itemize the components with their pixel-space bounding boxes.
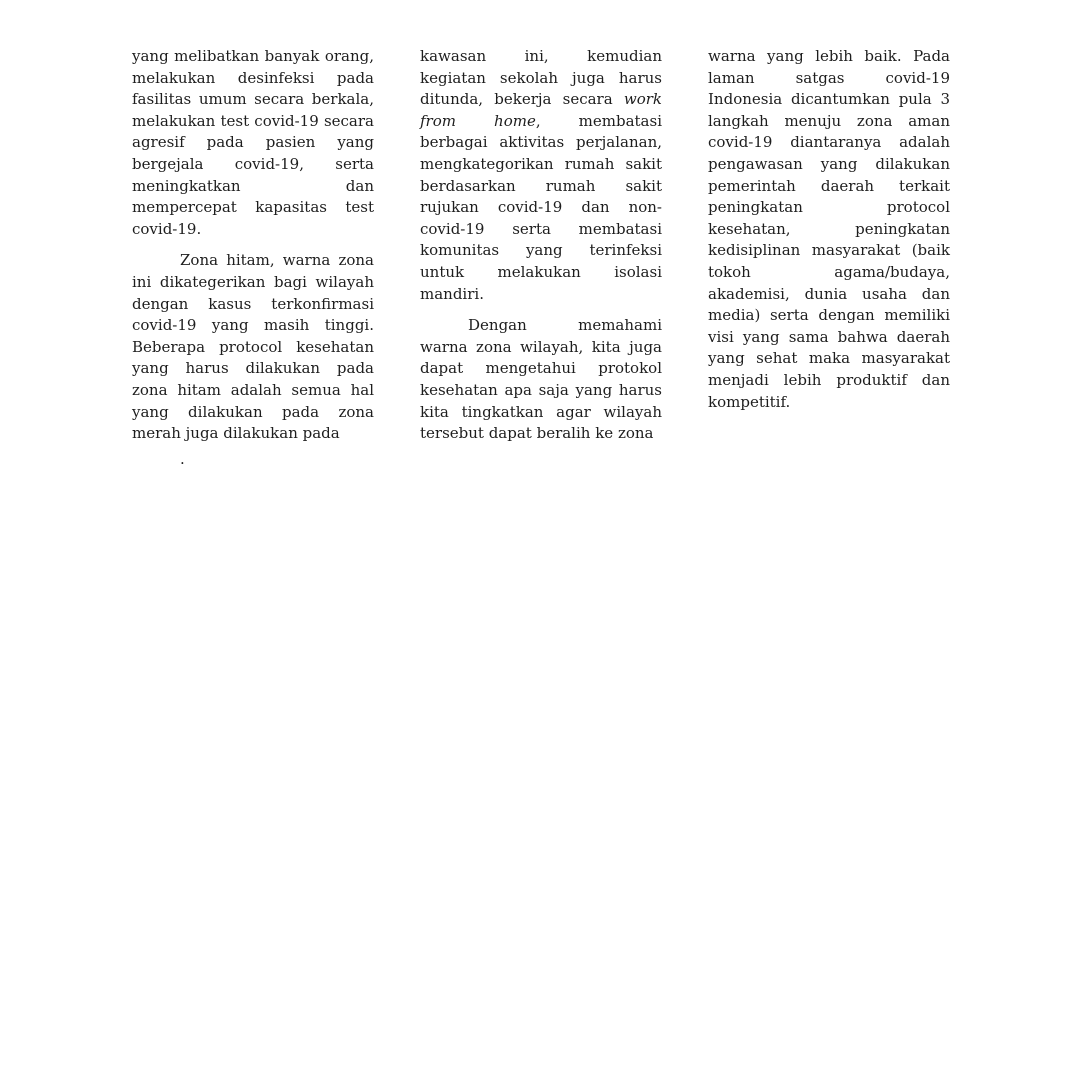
body-paragraph bbox=[420, 46, 662, 305]
paragraph-text: , membatasi berbagai aktivitas perjalanan, mengkategorikan rumah sakit berdasarkan rumah sakit rujukan covid-19 dan non-covid-19 serta membatasi komunitas yang terinfeksi untuk melakukan isolasi mandiri. bbox=[420, 111, 662, 303]
paragraph-text: Zona hitam, warna zona ini dikategerikan bagi wilayah dengan kasus terkonfirmasi covid-19 yang masih tinggi. Beberapa protocol kesehatan yang harus dilakukan pada zona hitam adalah semua hal yang dilakukan pada zona merah juga dilakukan pada bbox=[132, 251, 374, 443]
text-column-3 bbox=[708, 46, 950, 413]
body-paragraph bbox=[708, 46, 950, 413]
text-column-2 bbox=[420, 46, 662, 445]
paragraph-text: warna yang lebih baik. Pada laman satgas covid-19 Indonesia dicantumkan pula 3 langkah menuju zona aman covid-19 diantaranya adalah pengawasan yang dilakukan pemerintah daerah terkait peningkatan protocol kesehatan, peningkatan kedisiplinan masyarakat (baik tokoh agama/budaya, akademisi, dunia usaha dan media) serta dengan memiliki visi yang sama bahwa daerah yang sehat maka masyarakat menjadi lebih produktif dan kompetitif. bbox=[708, 47, 950, 411]
stray-dot-mark: . bbox=[180, 450, 185, 468]
body-paragraph bbox=[132, 46, 374, 240]
paragraph-text: yang melibatkan banyak orang, melakukan desinfeksi pada fasilitas umum secara berkala, melakukan test covid-19 secara agresif pada pasien yang bergejala covid-19, serta meningkatkan dan mempercepat kapasitas test covid-19. bbox=[132, 47, 374, 238]
paragraph-text: kawasan ini, kemudian kegiatan sekolah juga harus ditunda, bekerja secara bbox=[420, 47, 662, 109]
italic-phrase: work from home bbox=[420, 90, 662, 130]
body-paragraph bbox=[132, 250, 374, 444]
text-column-1 bbox=[132, 46, 374, 445]
body-paragraph bbox=[420, 315, 662, 445]
paragraph-text: Dengan memahami warna zona wilayah, kita juga dapat mengetahui protokol kesehatan apa saja yang harus kita tingkatkan agar wilayah tersebut dapat beralih ke zona bbox=[420, 316, 662, 443]
